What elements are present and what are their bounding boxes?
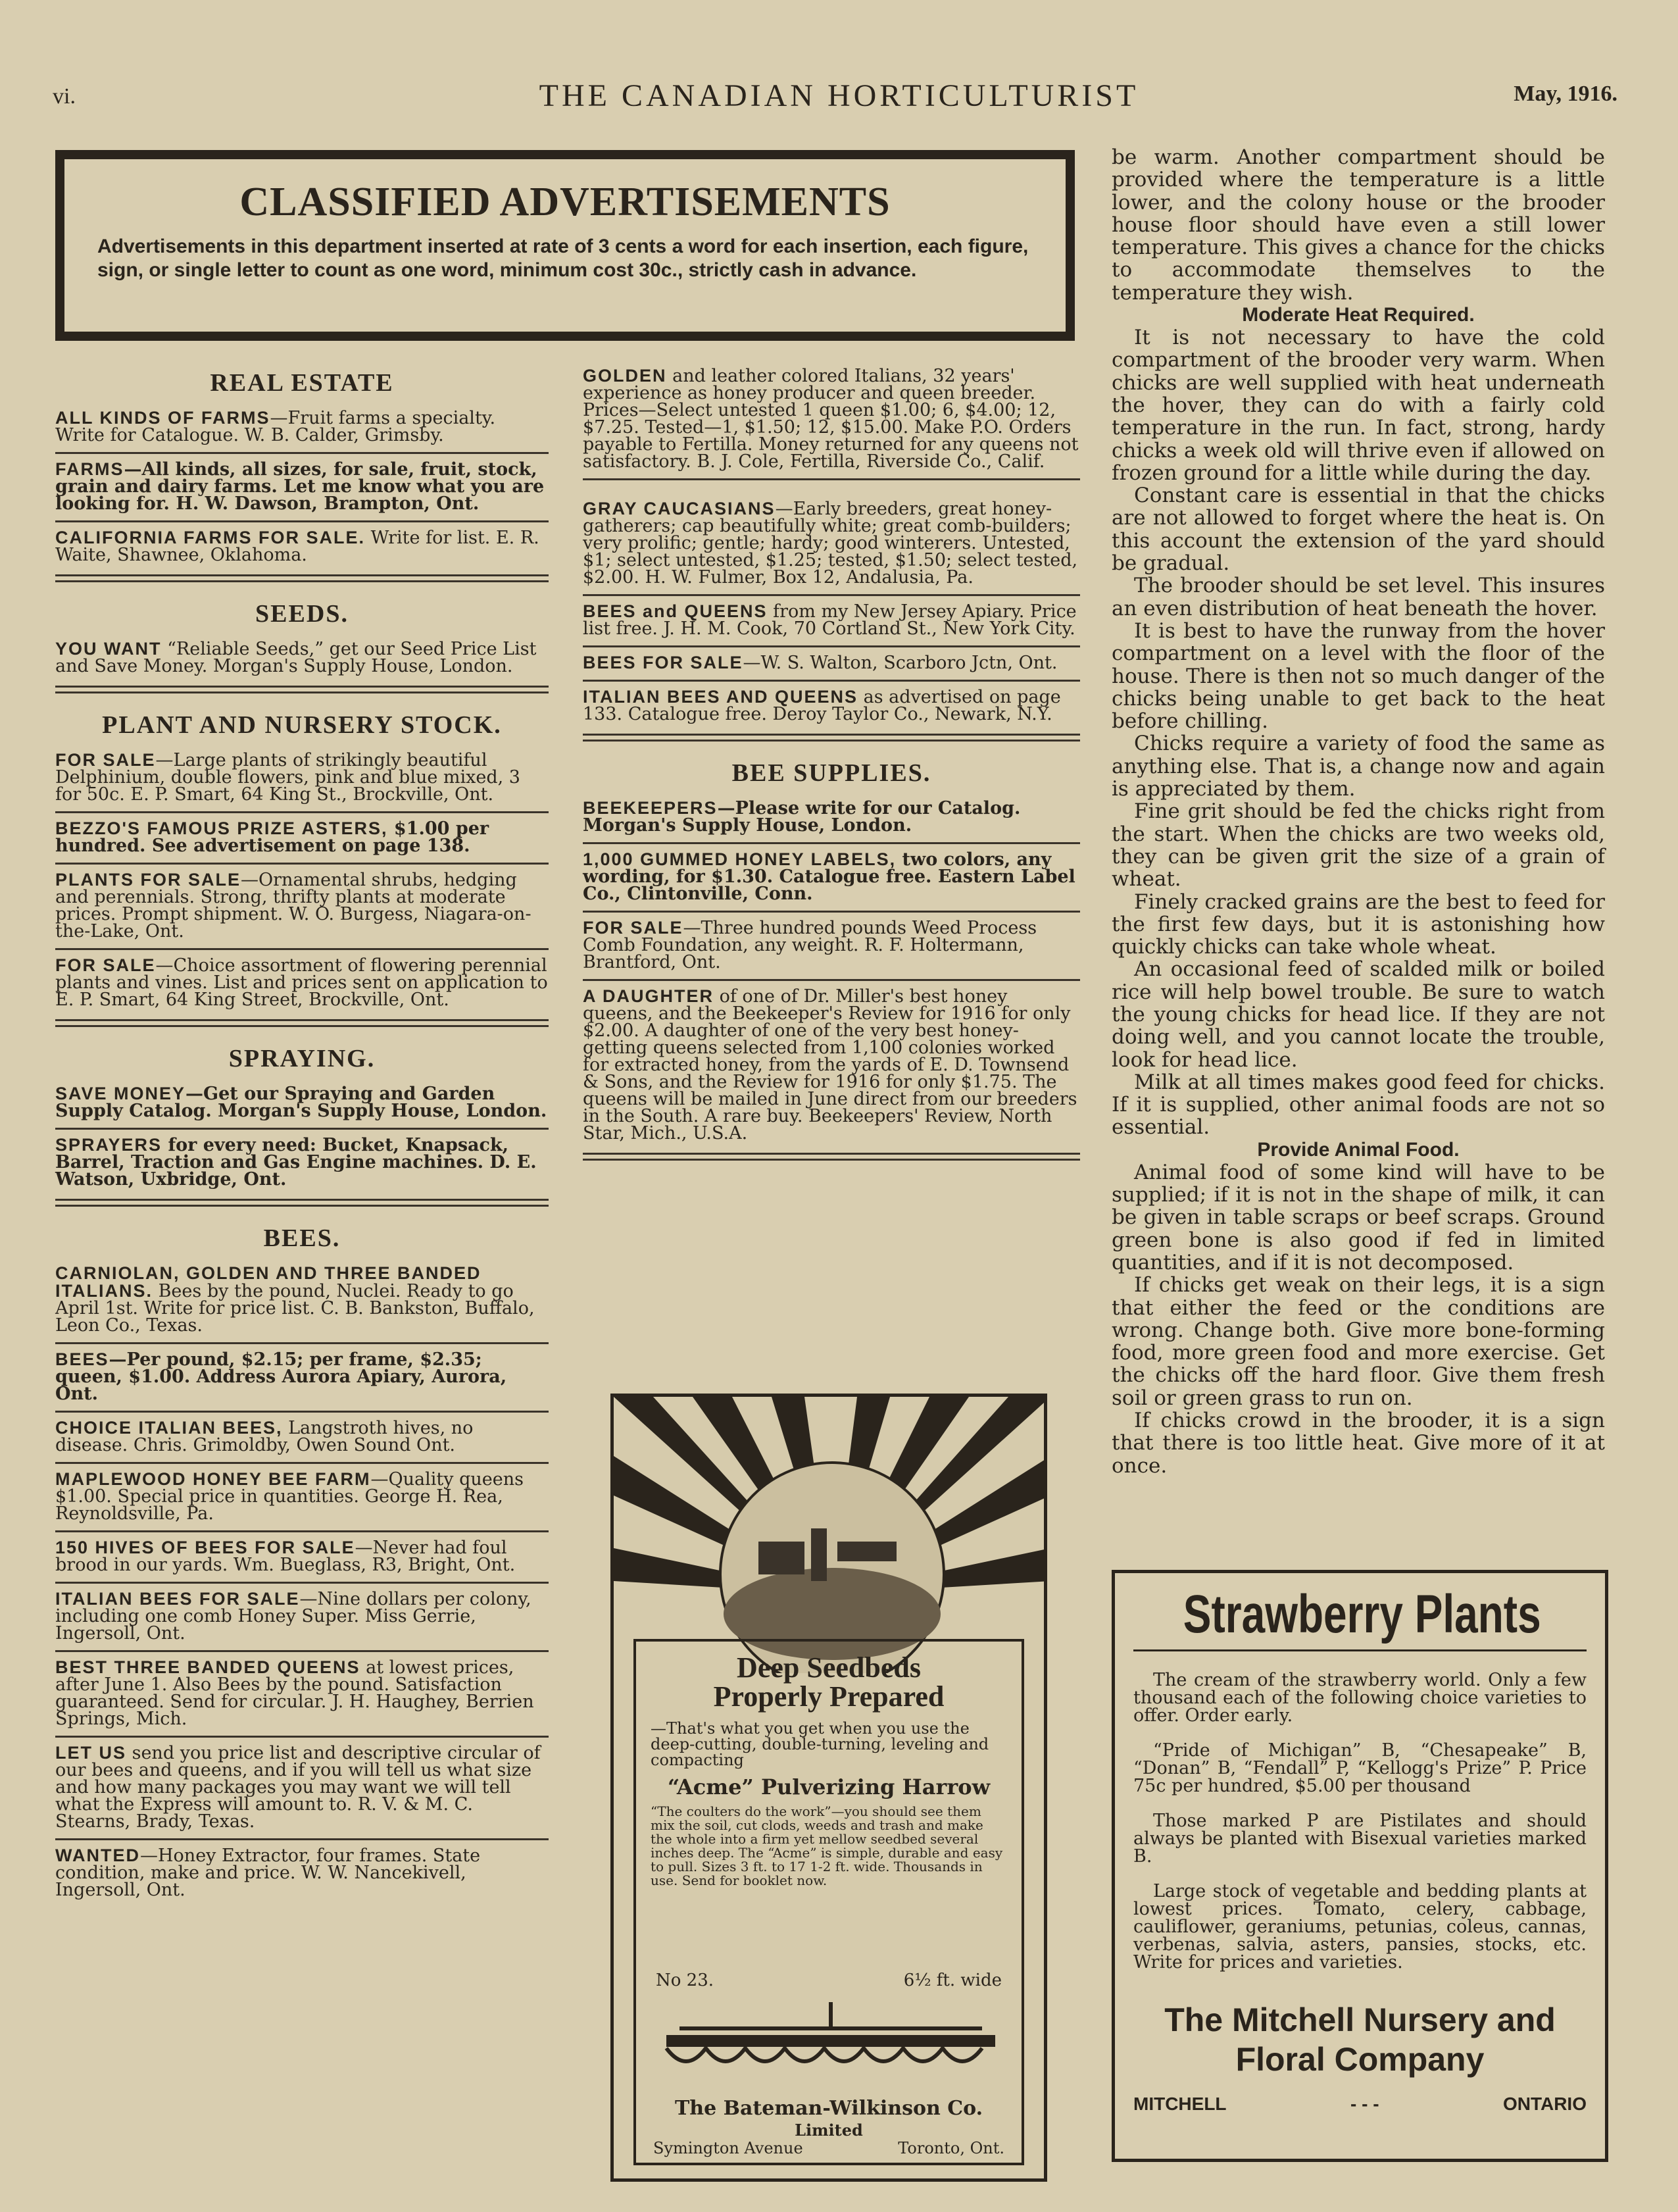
acme-model-width: 6½ ft. wide <box>903 1971 1002 1990</box>
sunburst-farm-illustration <box>614 1397 1047 1673</box>
classified-rate-note: Advertisements in this department inserted at rate of 3 cents a word for each insertion, each figure, sign, or single letter to count as one word, minimum cost 30c., strictly cash in advance. <box>97 236 1029 281</box>
section-heading-bee-supplies: BEE SUPPLIES. <box>731 759 931 787</box>
section-rule <box>55 686 549 693</box>
classified-ad: FOR SALE—Choice assortment of flowering perennial plants and vines. List and prices sent on application to E. P. Smart, 64 King Street, Brockville, Ont. <box>55 955 548 1010</box>
strawberry-ad-paragraph: The cream of the strawberry world. Only a few thousand each of the following choice varieties to offer. Order early. <box>1133 1670 1587 1726</box>
classified-title: CLASSIFIED ADVERTISEMENTS <box>239 180 891 224</box>
acme-product-name: “Acme” Pulverizing Harrow <box>667 1774 991 1799</box>
classified-ad: 1,000 GUMMED HONEY LABELS, two colors, any wording, for $1.30. Catalogue free. Eastern Label Co., Clintonville, Conn. <box>583 844 1080 913</box>
harrow-illustration <box>653 2002 1008 2081</box>
acme-ad-text-box <box>633 1639 1024 2165</box>
classified-ad: BEES—Per pound, $2.15; per frame, $2.35; queen, $1.00. Address Aurora Apiary, Aurora, Ont. <box>55 1344 549 1413</box>
classified-ad: MAPLEWOOD HONEY BEE FARM—Quality queens $1.00. Special price in quantities. George H. Rea, Reynoldsville, Pa. <box>55 1464 549 1532</box>
article-subheading: Moderate Heat Required. <box>1242 304 1475 326</box>
classified-ad: GRAY CAUCASIANS—Early breeders, great honey-gatherers; cap beautifully white; great comb-builders; very prolific; gentle; hardy; good winterers. Untested, $1; select untested, $1.25; tested, $1.50; select tested, $2.00. H. W. Fulmer, Box 12, Andalusia, Pa. <box>583 480 1080 596</box>
classified-ad: BEST THREE BANDED QUEENS at lowest prices, after June 1. Also Bees by the pound. Satisfaction guaranteed. Send for circular. J. H. Haughey, Berrien Springs, Mich. <box>55 1652 549 1738</box>
classified-ad: CALIFORNIA FARMS FOR SALE. Write for list. E. R. Waite, Shawnee, Oklahoma. <box>55 528 539 565</box>
article-paragraph: It is not necessary to have the cold compartment of the brooder very warm. When chicks are well supplied with heat underneath the hover, they can do with a fairly cold temperature in the run. In fact, strong, hardy chicks a week old will thrive even if allowed on frozen ground for a little while during the day. <box>1112 326 1605 485</box>
issue-date: May, 1916. <box>1514 82 1617 106</box>
acme-headline-1: Deep Seedbeds <box>737 1651 921 1684</box>
acme-company-name: The Bateman-Wilkinson Co. <box>674 2097 983 2120</box>
section-rule <box>583 734 1080 742</box>
article-paragraph: Milk at all times makes good feed for chicks. If it is supplied, other animal foods are not so essential. <box>1112 1070 1605 1140</box>
nursery-town: MITCHELL <box>1133 2094 1227 2114</box>
nursery-province: ONTARIO <box>1502 2094 1587 2114</box>
classified-column-2 <box>583 361 1080 1161</box>
section-rule <box>583 1153 1080 1161</box>
article-subheading: Provide Animal Food. <box>1257 1138 1460 1161</box>
classified-ad: SPRAYERS for every need: Bucket, Knapsack, Barrel, Traction and Gas Engine machines. D. E. Watson, Uxbridge, Ont. <box>55 1135 537 1190</box>
article-paragraph: be warm. Another compartment should be provided where the temperature is a little lower, and the colony house or the brooder house floor should have even a still lower temperature. This gives a chance for the chicks to accommodate themselves to the temperature they wish. <box>1112 145 1605 305</box>
acme-address: Symington Avenue <box>653 2139 803 2157</box>
classified-column-1 <box>55 355 549 1907</box>
acme-company-limited: Limited <box>795 2121 863 2140</box>
article-paragraph: The brooder should be set level. This insures an even distribution of heat beneath the hover. <box>1112 574 1605 620</box>
strawberry-ad-paragraph: “Pride of Michigan” B, “Chesapeake” B, “Donan” B, “Fendall” P, “Kellogg's Prize” P. Price 75c per hundred, $5.00 per thousand <box>1133 1740 1587 1796</box>
acme-headline-2: Properly Prepared <box>713 1680 945 1713</box>
strawberry-plants-ad <box>1112 1570 1608 2162</box>
article-paragraph: It is best to have the runway from the hover compartment on a level with the floor of the house. There is then not so much danger of the chicks being unable to get back to the heat before chilling. <box>1112 618 1605 734</box>
classified-header-box <box>55 150 1075 341</box>
classified-ad: ITALIAN BEES AND QUEENS as advertised on page 133. Catalogue free. Deroy Taylor Co., Newark, N.Y. <box>583 687 1061 724</box>
article-paragraph: If chicks crowd in the brooder, it is a sign that there is too little heat. Give more of it at once. <box>1112 1409 1605 1478</box>
article-paragraph: Chicks require a variety of food the same as anything else. That is, a change now and again is appreciated by them. <box>1112 732 1605 801</box>
classified-ad: A DAUGHTER of one of Dr. Miller's best honey queens, and the Beekeeper's Review for 1916 for only $2.00. A daughter of one of the very best honey-getting queens selected from 1,100 colonies worked for extracted honey, from the yards of E. D. Townsend & Sons, and the Review for 1916 for only $1.75. The queens will be mailed in June direct from our breeders in the South. A rare buy. Beekeepers' Review, North Star, Mich., U.S.A. <box>583 986 1077 1144</box>
poultry-article <box>1112 146 1605 1477</box>
acme-subtext: —That's what you get when you use the deep-cutting, double-turning, leveling and compacting <box>651 1719 989 1769</box>
acme-description: “The coulters do the work”—you should see them mix the soil, cut clods, weeds and trash and make the whole into a firm yet mellow seedbed several inches deep. The “Acme” is simple, durable and easy to pull. Sizes 3 ft. to 17 1-2 ft. wide. Thousands in use. Send for booklet now. <box>651 1803 1003 1888</box>
page-folio: vi. <box>53 84 76 109</box>
classified-ad: BEES FOR SALE—W. S. Walton, Scarboro Jctn, Ont. <box>583 647 1080 682</box>
section-heading-plant-nursery: PLANT AND NURSERY STOCK. <box>102 711 502 739</box>
section-rule <box>55 1199 549 1207</box>
strawberry-ad-paragraph: Those marked P are Pistilates and should always be planted with Bisexual varieties marked B. <box>1133 1811 1587 1867</box>
title-rule <box>1133 1649 1587 1651</box>
section-rule <box>55 1019 549 1027</box>
page-title: THE CANADIAN HORTICULTURIST <box>539 78 1139 113</box>
article-paragraph: Constant care is essential in that the chicks are not allowed to forget where the heat is. On this account the extension of the yard should be gradual. <box>1112 484 1605 576</box>
acme-harrow-ad <box>610 1394 1047 2182</box>
classified-ad: WANTED—Honey Extractor, four frames. State condition, make and price. W. W. Nancekivell, Ingersoll, Ont. <box>55 1846 481 1900</box>
classified-ad: 150 HIVES OF BEES FOR SALE—Never had foul brood in our yards. Wm. Bueglass, R3, Bright, Ont. <box>55 1532 549 1584</box>
nursery-location <box>1133 2094 1587 2115</box>
classified-ad: BEZZO'S FAMOUS PRIZE ASTERS, $1.00 per hundred. See advertisement on page 138. <box>55 813 549 865</box>
classified-ad: SAVE MONEY—Get our Spraying and Garden Supply Catalog. Morgan's Supply House, London. <box>55 1078 549 1130</box>
strawberry-ad-title: Strawberry Plants <box>1183 1584 1541 1644</box>
classified-ad: FARMS—All kinds, all sizes, for sale, fruit, stock, grain and dairy farms. Let me know what you are looking for. H. W. Dawson, Brampton, Ont. <box>55 454 549 522</box>
article-paragraph: Finely cracked grains are the best to feed for the first few days, but it is astonishing how quickly chicks can take whole wheat. <box>1112 890 1605 959</box>
classified-ad: BEEKEEPERS—Please write for our Catalog. Morgan's Supply House, London. <box>583 793 1080 844</box>
acme-model-number: No 23. <box>656 1971 714 1990</box>
classified-ad: ITALIAN BEES FOR SALE—Nine dollars per colony, including one comb Honey Super. Miss Gerrie, Ingersoll, Ont. <box>55 1584 549 1652</box>
classified-ad: LET US send you price list and descriptive circular of our bees and queens, and if you will tell us what size and how many packages you may want we will tell what the Express will amount to. R. V. & M. C. Stearns, Brady, Texas. <box>55 1738 549 1840</box>
classified-ad: FOR SALE—Large plants of strikingly beautiful Delphinium, double flowers, pink and blue mixed, 3 for 50c. E. P. Smart, 64 King St., Brockville, Ont. <box>55 745 549 813</box>
article-paragraph: Fine grit should be fed the chicks right from the start. When the chicks are two weeks old, they can be given grit the size of a grain of wheat. <box>1112 799 1605 892</box>
classified-ad: YOU WANT “Reliable Seeds,” get our Seed Price List and Save Money. Morgan's Supply House, London. <box>55 639 537 676</box>
article-paragraph: An occasional feed of scalded milk or boiled rice will help bowel trouble. Be sure to watch the young chicks for head lice. If they are not doing well, and you cannot locate the trouble, look for head lice. <box>1112 957 1605 1072</box>
section-heading-seeds: SEEDS. <box>255 600 349 628</box>
classified-ad: FOR SALE—Three hundred pounds Weed Process Comb Foundation, any weight. R. F. Holtermann, Brantford, Ont. <box>583 913 1080 981</box>
classified-ad: CHOICE ITALIAN BEES, Langstroth hives, no disease. Chris. Grimoldby, Owen Sound Ont. <box>55 1413 549 1464</box>
section-heading-real-estate: REAL ESTATE <box>210 369 394 397</box>
section-heading-spraying: SPRAYING. <box>228 1045 376 1072</box>
article-paragraph: If chicks get weak on their legs, it is a sign that either the feed or the conditions are wrong. Change both. Give more bone-forming food, more green food and more exercise. Get the chicks off the hard floor. Give them fresh soil or green grass to run on. <box>1112 1273 1605 1410</box>
nursery-company-name: The Mitchell Nursery and Floral Company <box>1164 2001 1556 2078</box>
classified-ad: CARNIOLAN, GOLDEN AND THREE BANDED ITALIANS. Bees by the pound, Nuclei. Ready to go April 1st. Write for price list. C. B. Bankston, Buffalo, Leon Co., Texas. <box>55 1258 549 1344</box>
classified-ad: PLANTS FOR SALE—Ornamental shrubs, hedging and perennials. Strong, thrifty plants at moderate prices. Prompt shipment. W. O. Burgess, Niagara-on-the-Lake, Ont. <box>55 865 549 950</box>
classified-ad: GOLDEN and leather colored Italians, 32 years' experience as honey producer and queen breeder. Prices—Select untested 1 queen $1.00; 6, $4.00; 12, $7.25. Tested—1, $1.50; 12, $15.00. Make P.O. Orders payable to Fertilla. Money returned for any queens not satisfactory. B. J. Cole, Fertilla, Riverside Co., Calif. <box>583 361 1080 480</box>
acme-city: Toronto, Ont. <box>898 2139 1004 2157</box>
location-dashes: - - - <box>1350 2094 1379 2114</box>
strawberry-ad-paragraph: Large stock of vegetable and bedding plants at lowest prices. Tomato, celery, cabbage, cauliflower, geraniums, petunias, coleus, cannas, verbenas, salvia, asters, pansies, stocks, etc. Write for prices and varieties. <box>1133 1881 1587 1973</box>
section-rule <box>55 574 549 582</box>
classified-ad: ALL KINDS OF FARMS—Fruit farms a specialty. Write for Catalogue. W. B. Calder, Grimsby. <box>55 403 549 454</box>
classified-ad: BEES and QUEENS from my New Jersey Apiary. Price list free. J. H. M. Cook, 70 Cortland St., New York City. <box>583 596 1080 647</box>
section-heading-bees: BEES. <box>263 1224 341 1252</box>
article-paragraph: Animal food of some kind will have to be supplied; if it is not in the shape of milk, it can be given in table scraps or beef scraps. Ground green bone is also good if fed in limited quantities, and if it is not decomposed. <box>1112 1160 1605 1274</box>
